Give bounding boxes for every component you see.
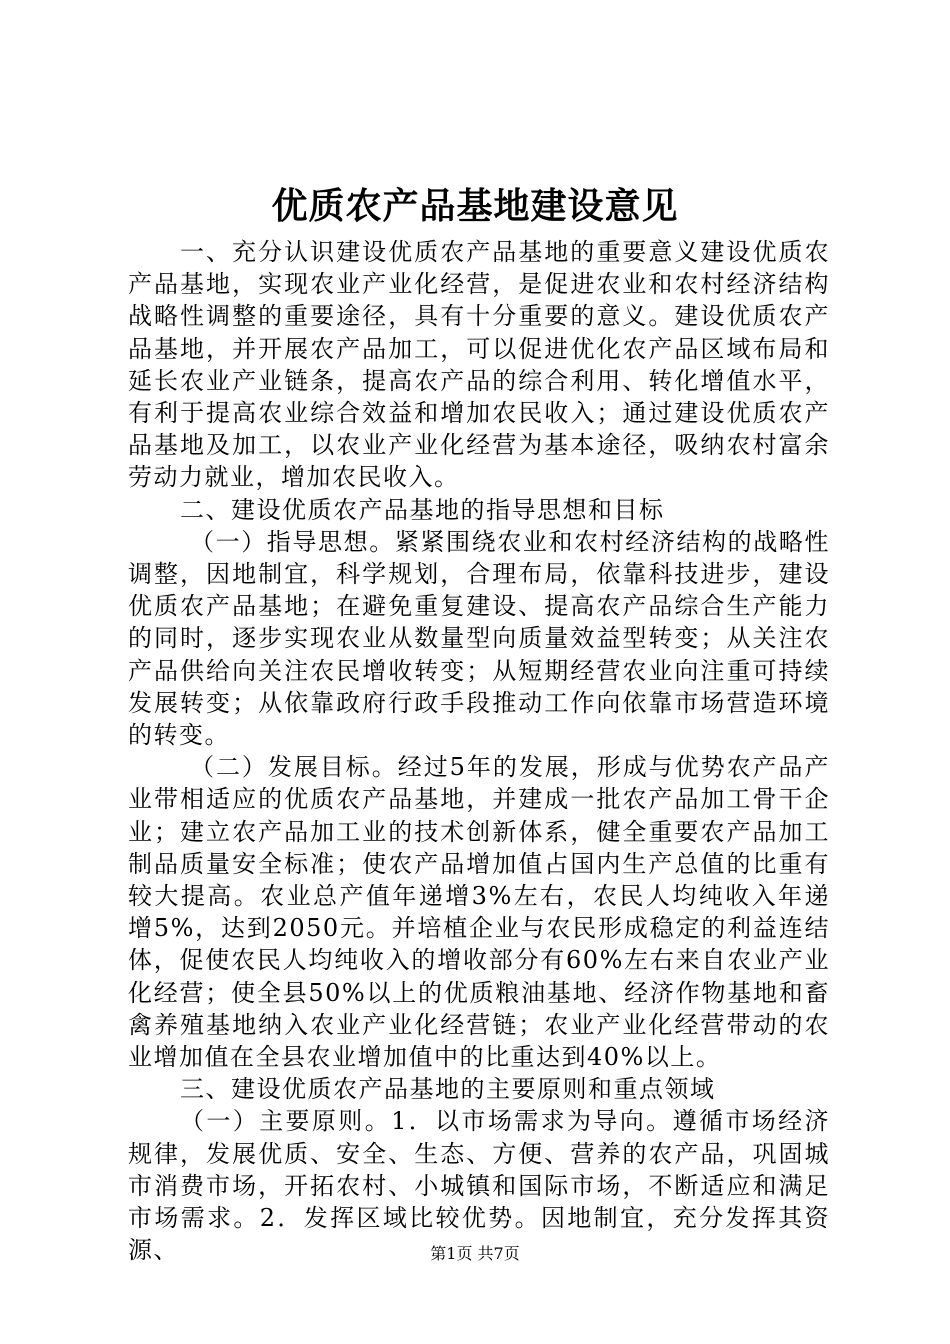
document-title: 优质农产品基地建设意见 [271, 185, 679, 227]
heading-section-3: 三、建设优质农产品基地的主要原则和重点领域 [180, 1075, 716, 1104]
document-body [128, 236, 830, 1267]
heading-section-2: 二、建设优质农产品基地的指导思想和目标 [180, 495, 665, 524]
paragraph-development-goals: （二）发展目标。经过5年的发展，形成与优势农产品产业带相适应的优质农产品基地，并建成一批农产品加工骨干企业；建立农产品加工业的技术创新体系，健全重要农产品加工制品质量安全标准；使农产品增加值占国内生产总值的比重有较大提高。农业总产值年递增3%左右，农民人均纯收入年递增5%，达到2050元。并培植企业与农民形成稳定的利益连结体，促使农民人均纯收入的增收部分有60%左右来自农业产业化经营；使全县50%以上的优质粮油基地、经济作物基地和畜禽养殖基地纳入农业产业化经营链；农业产业化经营带动的农业增加值在全县农业增加值中的比重达到40%以上。 [128, 753, 830, 1072]
page-footer: 第1页 共7页 [430, 1244, 520, 1263]
paragraph-main-principles: （一）主要原则。1．以市场需求为导向。遵循市场经济规律，发展优质、安全、生态、方便、营养的农产品，巩固城市消费市场，开拓农村、小城镇和国际市场，不断适应和满足市场需求。2．发挥区域比较优势。因地制宜，充分发挥其资源、 [128, 1107, 830, 1265]
paragraph-section-1: 一、充分认识建设优质农产品基地的重要意义建设优质农产品基地，实现农业产业化经营，是促进农业和农村经济结构战略性调整的重要途径，具有十分重要的意义。建设优质农产品基地，并开展农产品加工，可以促进优化农产品区域布局和延长农业产业链条，提高农产品的综合利用、转化增值水平，有利于提高农业综合效益和增加农民收入；通过建设优质农产品基地及加工，以农业产业化经营为基本途径，吸纳农村富余劳动力就业，增加农民收入。 [128, 238, 830, 492]
paragraph-guiding-ideology: （一）指导思想。紧紧围绕农业和农村经济结构的战略性调整，因地制宜，科学规划，合理布局，依靠科技进步，建设优质农产品基地；在避免重复建设、提高农产品综合生产能力的同时，逐步实现农业从数量型向质量效益型转变；从关注农产品供给向关注农民增收转变；从短期经营农业向注重可持续发展转变；从依靠政府行政手段推动工作向依靠市场营造环境的转变。 [128, 527, 830, 750]
